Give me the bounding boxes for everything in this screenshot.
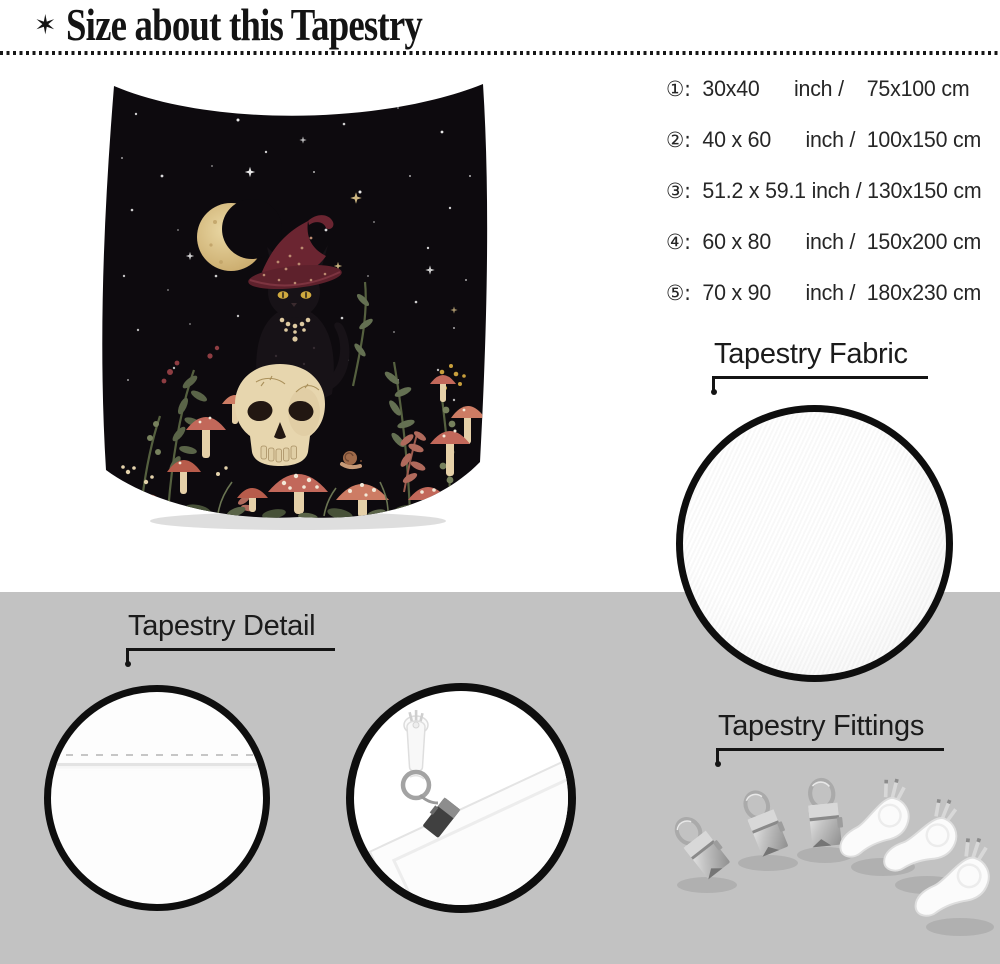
size-list-item (666, 229, 981, 255)
fabric-swatch-circle (676, 405, 953, 682)
callout-dot (125, 661, 131, 667)
size-marker: ③: (666, 179, 691, 203)
metal-clip (806, 778, 845, 847)
size-list-item (666, 127, 981, 153)
title-divider (0, 51, 1000, 55)
detail-clip-circle (346, 683, 576, 913)
tapestry-photo (98, 80, 490, 532)
size-text: 70 x 90 inch / 180x230 cm (702, 280, 982, 305)
fittings-photo (655, 763, 1000, 953)
size-marker: ①: (666, 77, 691, 101)
fittings-section-label (716, 710, 944, 751)
size-marker: ②: (666, 128, 691, 152)
fabric-label-text: Tapestry Fabric (714, 338, 908, 370)
detail-label-text: Tapestry Detail (128, 610, 316, 642)
size-text: 60 x 80 inch / 150x200 cm (702, 229, 982, 254)
size-marker: ⑤: (666, 281, 691, 305)
clip-detail-photo (354, 691, 568, 905)
page-title: Size about this Tapestry (66, 0, 423, 50)
fabric-section-label (712, 338, 928, 379)
seam-line (51, 763, 263, 766)
metal-clip (669, 811, 732, 880)
size-list-item (666, 280, 981, 306)
size-text: 40 x 60 inch / 100x150 cm (702, 127, 982, 152)
size-text: 30x40 inch / 75x100 cm (702, 76, 970, 101)
detail-section-label (126, 610, 335, 651)
size-text: 51.2 x 59.1 inch / 130x150 cm (702, 178, 982, 203)
metal-clip (739, 787, 791, 857)
star-icon: ✶ (34, 10, 57, 41)
size-list-item (666, 76, 981, 102)
fabric-corner (370, 750, 568, 905)
fittings-label-text: Tapestry Fittings (718, 710, 925, 742)
stitch-line (51, 754, 263, 756)
size-list-item (666, 178, 981, 204)
hanging-hook (403, 710, 438, 803)
size-marker: ④: (666, 230, 691, 254)
callout-dot (711, 389, 717, 395)
size-list (666, 76, 991, 331)
detail-hem-circle (44, 685, 270, 911)
